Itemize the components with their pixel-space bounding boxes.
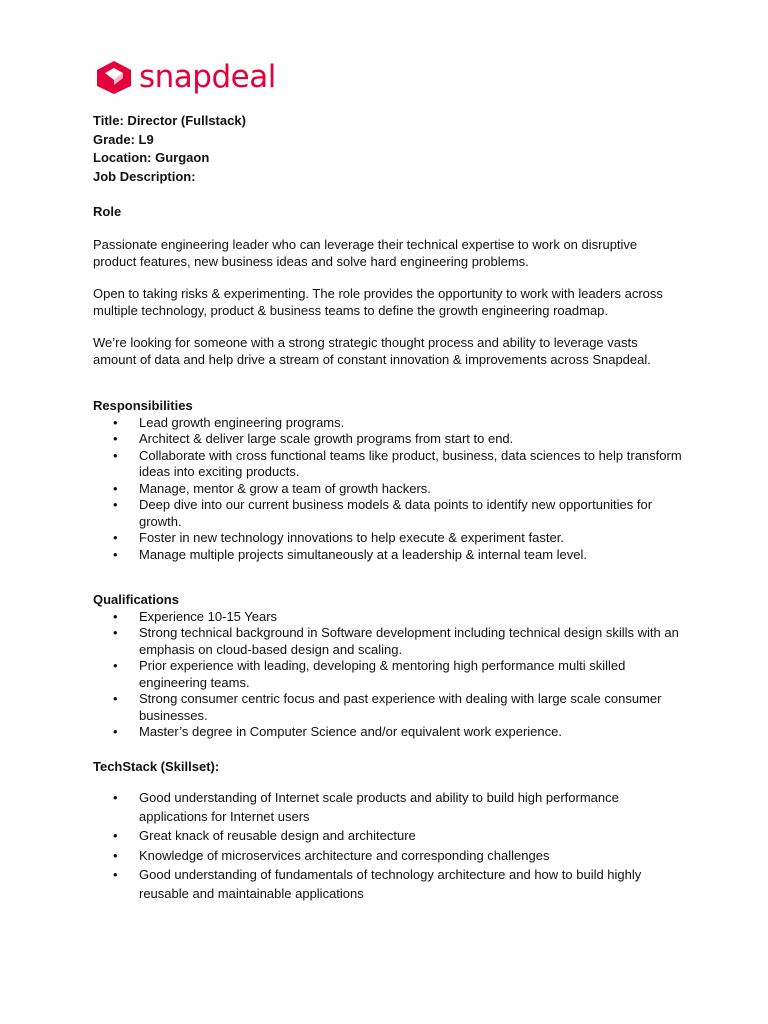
- role-paragraph: We’re looking for someone with a strong strategic thought process and ability to leverage vasts amount of data and help drive a stream of constant innovation & improvements across Snapdeal.: [93, 335, 651, 367]
- role-section: [93, 204, 683, 221]
- role-paragraph: Open to taking risks & experimenting. The role provides the opportunity to work with leaders across multiple technology, product & business teams to define the growth engineering roadmap.: [93, 286, 663, 318]
- qualifications-section: [93, 592, 683, 741]
- list-item: • Experience 10-15 Years: [93, 609, 683, 626]
- techstack-section: [93, 759, 683, 776]
- list-item: • Architect & deliver large scale growth programs from start to end.: [93, 431, 683, 448]
- techstack-list-wrapper: [93, 789, 683, 904]
- list-item: • Strong consumer centric focus and past experience with dealing with large scale consumer businesses.: [93, 691, 683, 724]
- snapdeal-logo: [93, 58, 276, 96]
- list-item: • Manage multiple projects simultaneously at a leadership & internal team level.: [93, 547, 683, 564]
- job-description-label: Job Description:: [93, 168, 196, 184]
- list-item: • Collaborate with cross functional teams like product, business, data sciences to help transform ideas into exciting products.: [93, 448, 683, 481]
- role-heading: Role: [93, 204, 122, 219]
- list-item: • Knowledge of microservices architecture and corresponding challenges: [93, 847, 683, 866]
- job-grade: Grade: L9: [93, 131, 154, 147]
- brand-name: snapdeal: [139, 59, 276, 95]
- list-item: • Master’s degree in Computer Science and/or equivalent work experience.: [93, 724, 683, 741]
- list-item: • Deep dive into our current business models & data points to identify new opportunities for growth.: [93, 497, 683, 530]
- list-item: • Manage, mentor & grow a team of growth hackers.: [93, 481, 683, 498]
- techstack-heading: TechStack (Skillset):: [93, 759, 220, 774]
- role-paragraph: Passionate engineering leader who can leverage their technical expertise to work on disruptive product features, new business ideas and solve hard engineering problems.: [93, 237, 638, 269]
- job-title: Title: Director (Fullstack): [93, 113, 246, 128]
- job-location: Location: Gurgaon: [93, 150, 210, 165]
- job-meta: [93, 112, 246, 186]
- list-item: • Foster in new technology innovations to help execute & experiment faster.: [93, 530, 683, 547]
- responsibilities-heading: Responsibilities: [93, 398, 193, 413]
- list-item: • Good understanding of Internet scale products and ability to build high performance applications for Internet users: [93, 789, 683, 826]
- techstack-list: [93, 789, 683, 903]
- responsibilities-section: [93, 398, 683, 563]
- responsibilities-list: [93, 415, 683, 564]
- qualifications-heading: Qualifications: [93, 592, 179, 607]
- list-item: • Lead growth engineering programs.: [93, 415, 683, 432]
- list-item: • Prior experience with leading, developing & mentoring high performance multi skilled engineering teams.: [93, 658, 683, 691]
- list-item: • Strong technical background in Software development including technical design skills with an emphasis on cloud-based design and scaling.: [93, 625, 683, 658]
- qualifications-list: [93, 609, 683, 741]
- snapdeal-bag-icon: [93, 58, 135, 96]
- list-item: • Good understanding of fundamentals of technology architecture and how to build highly reusable and maintainable applications: [93, 866, 683, 903]
- list-item: • Great knack of reusable design and architecture: [93, 827, 683, 846]
